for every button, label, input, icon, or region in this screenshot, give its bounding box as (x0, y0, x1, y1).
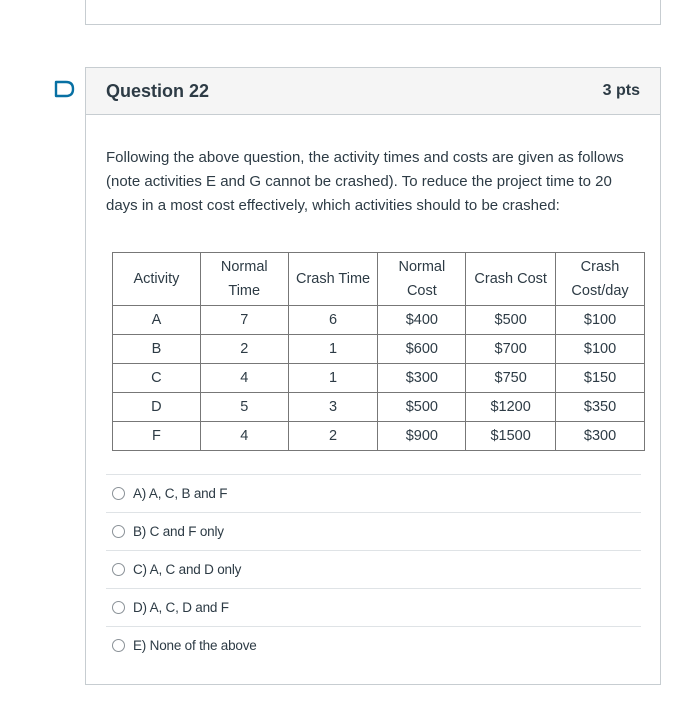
answer-option-b[interactable] (106, 512, 641, 550)
answer-option-c[interactable] (106, 550, 641, 588)
answer-option-d[interactable] (106, 588, 641, 626)
table-row (113, 393, 645, 422)
table-cell: $900 (378, 422, 466, 451)
activity-table (112, 252, 645, 451)
table-cell: $350 (556, 393, 645, 422)
table-cell: $300 (378, 364, 466, 393)
radio-button[interactable] (112, 639, 125, 652)
table-cell: $500 (466, 306, 556, 335)
table-cell: 4 (200, 364, 288, 393)
radio-button[interactable] (112, 487, 125, 500)
table-cell: 3 (288, 393, 378, 422)
answer-option-e[interactable] (106, 626, 641, 664)
table-cell: $600 (378, 335, 466, 364)
table-cell: $300 (556, 422, 645, 451)
answer-label: A) A, C, B and F (133, 486, 228, 501)
table-cell: 6 (288, 306, 378, 335)
table-cell: $100 (556, 335, 645, 364)
table-row (113, 364, 645, 393)
table-cell: A (113, 306, 201, 335)
table-cell: $750 (466, 364, 556, 393)
answer-list (106, 474, 641, 664)
answer-label: B) C and F only (133, 524, 224, 539)
table-cell: 2 (288, 422, 378, 451)
header-normal-time: Normal Time (200, 253, 288, 306)
previous-question-card (85, 0, 661, 25)
question-title: Question 22 (106, 80, 210, 101)
radio-button[interactable] (112, 563, 125, 576)
table-cell: $700 (466, 335, 556, 364)
table-cell: C (113, 364, 201, 393)
table-cell: 5 (200, 393, 288, 422)
question-points: 3 pts (602, 82, 640, 99)
table-cell: $150 (556, 364, 645, 393)
radio-button[interactable] (112, 601, 125, 614)
header-crash-cost-per-day: Crash Cost/day (556, 253, 645, 306)
table-cell: $1500 (466, 422, 556, 451)
answer-label: D) A, C, D and F (133, 600, 229, 615)
table-cell: $500 (378, 393, 466, 422)
table-row (113, 422, 645, 451)
header-normal-cost: Normal Cost (378, 253, 466, 306)
header-activity: Activity (113, 253, 201, 306)
question-text: Following the above question, the activity times and costs are given as follows (note activities E and G cannot be crashed). To reduce the project time to 20 days in a most cost effectively, which activities should to be crashed: (106, 149, 624, 214)
table-cell: 4 (200, 422, 288, 451)
answer-option-a[interactable] (106, 474, 641, 512)
header-crash-cost: Crash Cost (466, 253, 556, 306)
answer-label: E) None of the above (133, 638, 257, 653)
question-header (86, 68, 660, 115)
table-cell: 1 (288, 335, 378, 364)
table-row (113, 306, 645, 335)
question-card (85, 67, 661, 685)
table-cell: F (113, 422, 201, 451)
table-cell: $400 (378, 306, 466, 335)
table-header-row (113, 253, 645, 306)
table-cell: 1 (288, 364, 378, 393)
table-cell: $1200 (466, 393, 556, 422)
flag-question-icon[interactable] (54, 80, 76, 98)
radio-button[interactable] (112, 525, 125, 538)
header-crash-time: Crash Time (288, 253, 378, 306)
answer-label: C) A, C and D only (133, 562, 242, 577)
table-cell: 7 (200, 306, 288, 335)
table-cell: 2 (200, 335, 288, 364)
table-cell: B (113, 335, 201, 364)
table-row (113, 335, 645, 364)
table-cell: $100 (556, 306, 645, 335)
table-cell: D (113, 393, 201, 422)
